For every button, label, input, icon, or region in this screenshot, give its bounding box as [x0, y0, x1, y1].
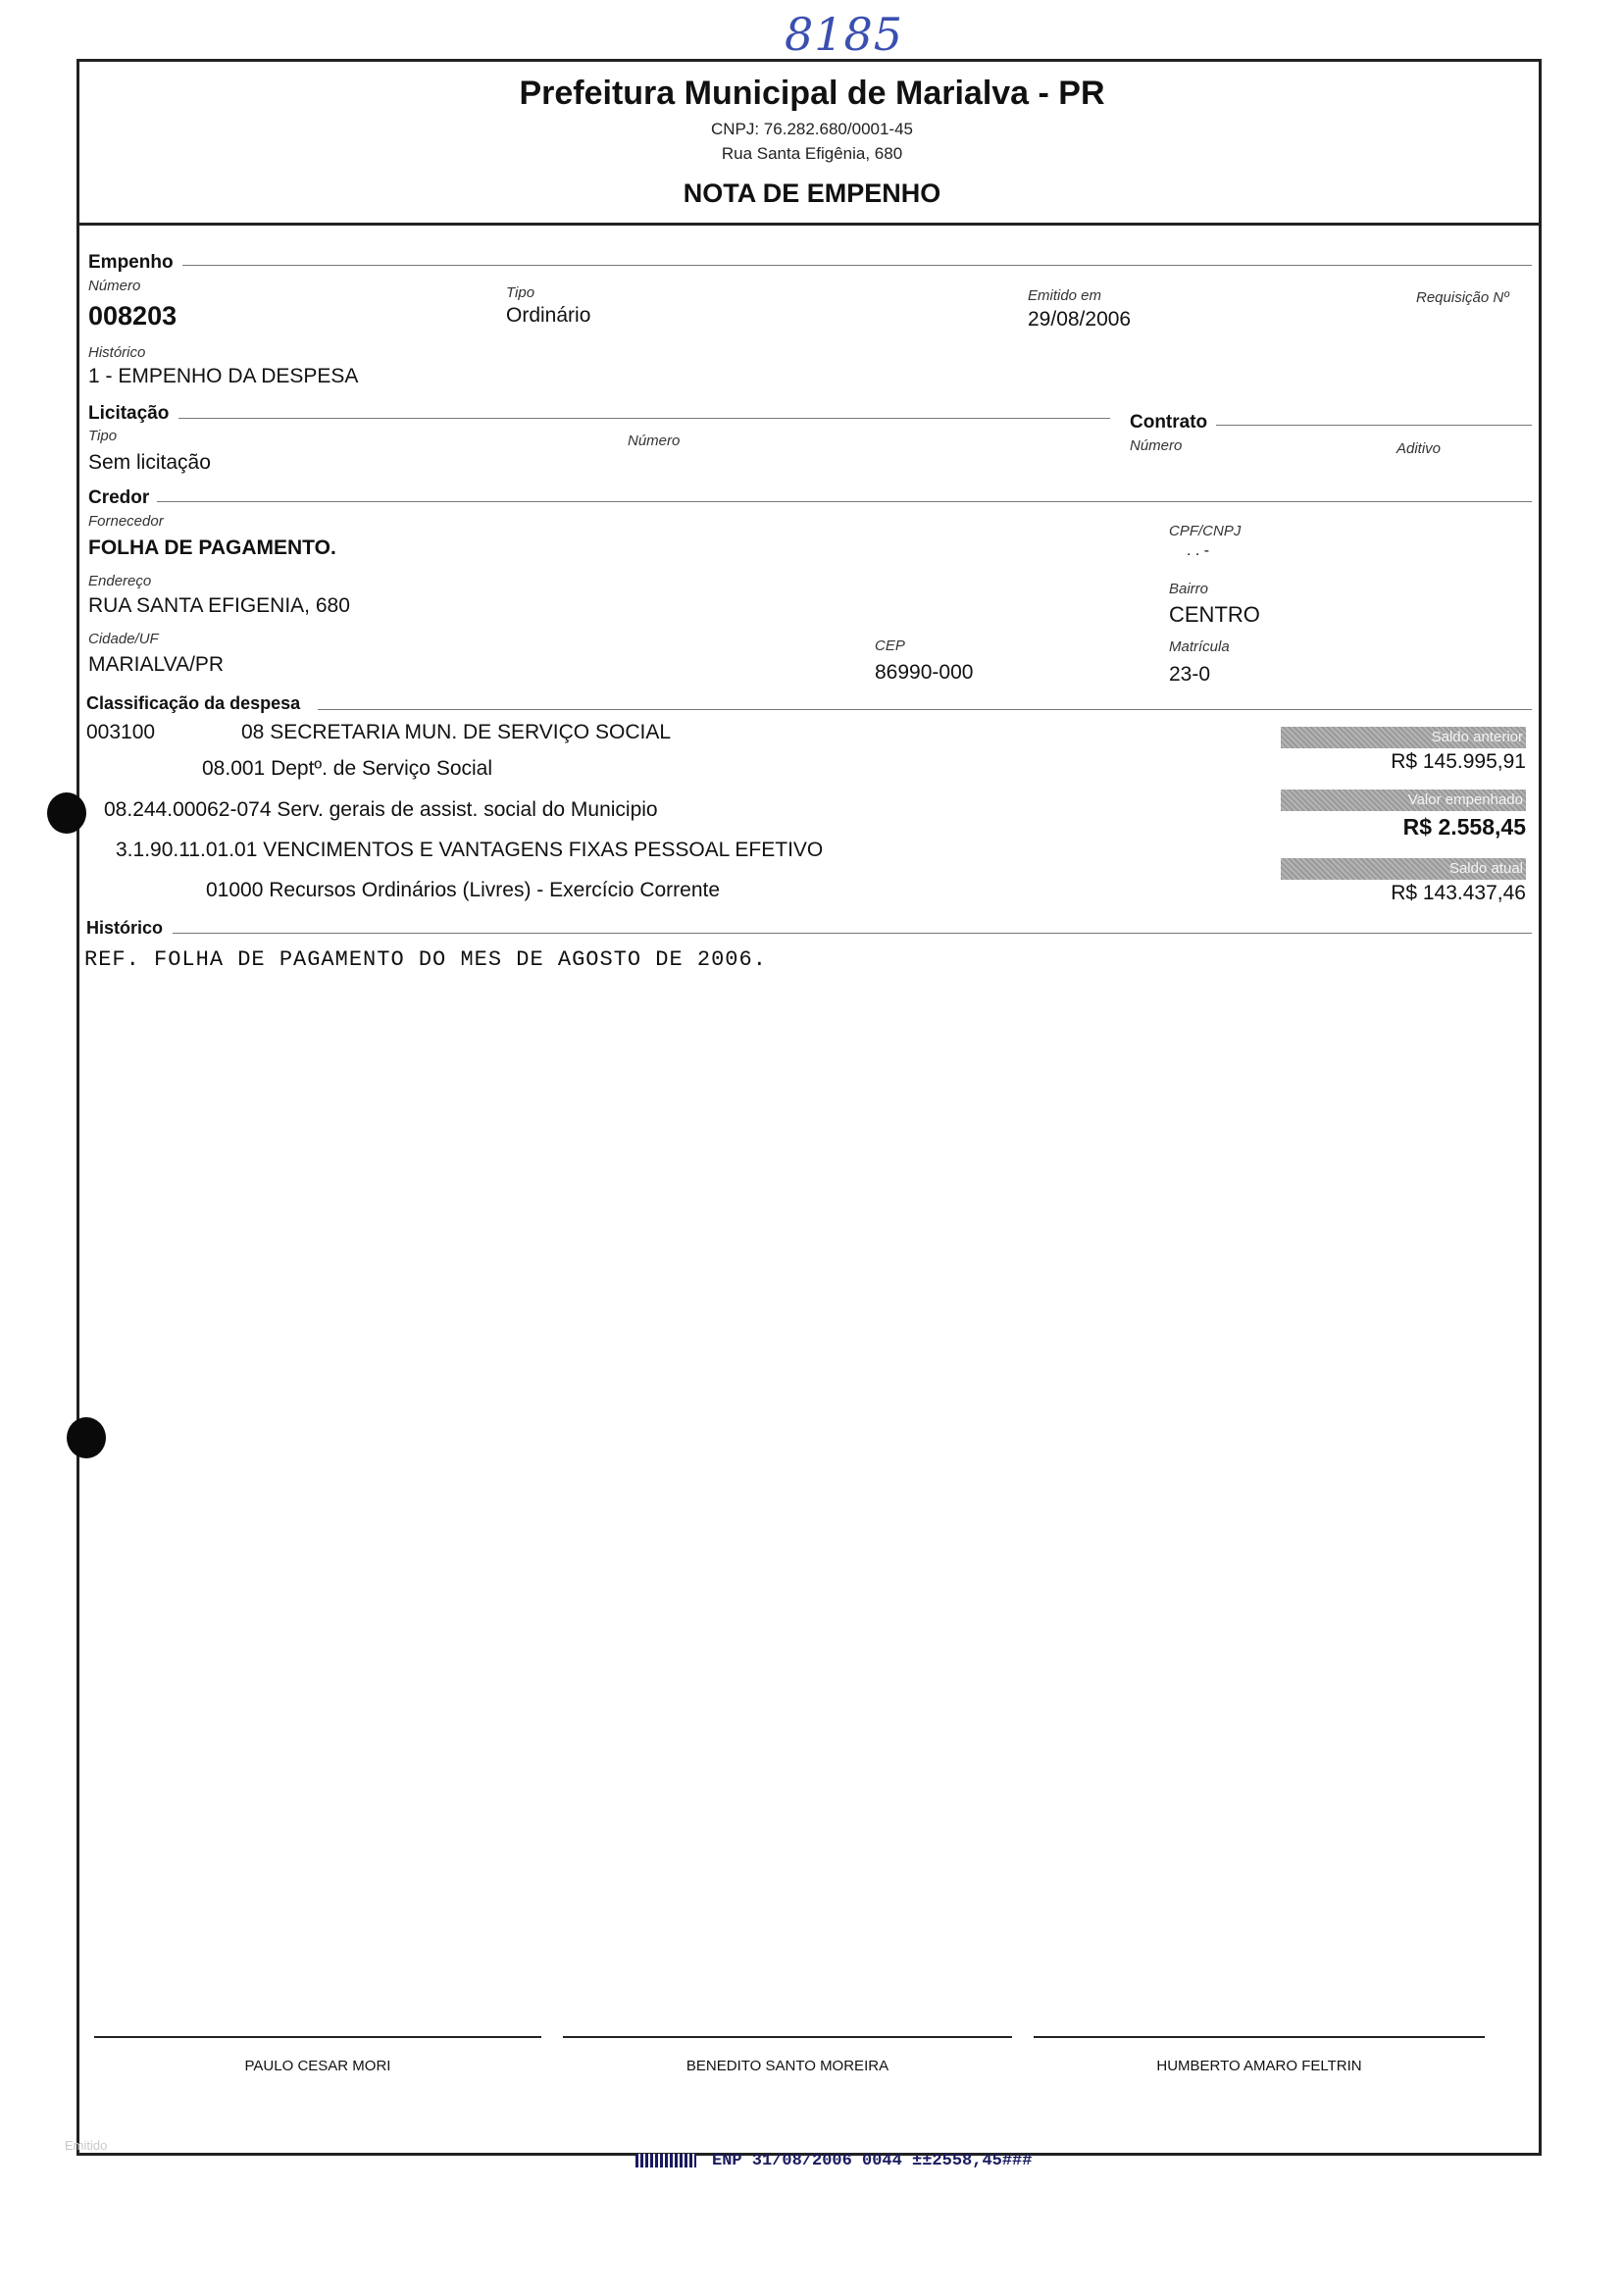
- saldo-atual-label: Saldo atual: [1281, 858, 1526, 880]
- contrato-numero-label: Número: [1130, 437, 1183, 454]
- section-historico: Histórico: [86, 918, 164, 938]
- contrato-aditivo-label: Aditivo: [1396, 440, 1442, 457]
- cpf-value: . . -: [1187, 542, 1210, 559]
- classificacao-funcional: 08.244.00062-074 Serv. gerais de assist. social do Municipio: [104, 798, 658, 821]
- section-rule: [178, 418, 1110, 419]
- cep-label: CEP: [875, 637, 905, 654]
- matricula-label: Matrícula: [1169, 638, 1230, 655]
- document-title: NOTA DE EMPENHO: [683, 178, 941, 208]
- bank-stamp: [635, 2152, 1032, 2170]
- classificacao-natureza: 3.1.90.11.01.01 VENCIMENTOS E VANTAGENS FIXAS PESSOAL EFETIVO: [116, 839, 824, 861]
- signature-name-1: PAULO CESAR MORI: [244, 2058, 391, 2074]
- fornecedor: FOLHA DE PAGAMENTO.: [88, 536, 336, 559]
- endereco-label: Endereço: [88, 573, 152, 589]
- empenho-numero-label: Número: [88, 278, 141, 294]
- signature-line: [94, 2036, 541, 2038]
- empenho-tipo: Ordinário: [506, 304, 591, 327]
- historico-text: REF. FOLHA DE PAGAMENTO DO MES DE AGOSTO DE 2006.: [84, 947, 767, 972]
- faint-footer-text: Emitido: [65, 2138, 108, 2153]
- requisicao-label: Requisição Nº: [1416, 289, 1509, 306]
- section-empenho: Empenho: [88, 252, 174, 273]
- fornecedor-label: Fornecedor: [88, 513, 164, 530]
- empenho-emitido-label: Emitido em: [1028, 287, 1102, 304]
- cep: 86990-000: [875, 661, 974, 684]
- stamp-barcode: [635, 2154, 696, 2167]
- saldo-anterior-label: Saldo anterior: [1281, 727, 1526, 748]
- punch-hole: [47, 792, 86, 834]
- bairro: CENTRO: [1169, 602, 1260, 627]
- section-rule: [318, 709, 1532, 710]
- cidade-label: Cidade/UF: [88, 631, 159, 647]
- endereco: RUA SANTA EFIGENIA, 680: [88, 594, 350, 617]
- classificacao-departamento: 08.001 Deptº. de Serviço Social: [202, 757, 493, 780]
- header-divider: [76, 223, 1542, 226]
- valor-empenhado: R$ 2.558,45: [1402, 814, 1526, 840]
- classificacao-code: 003100: [86, 721, 156, 743]
- org-name: Prefeitura Municipal de Marialva - PR: [519, 75, 1105, 112]
- bairro-label: Bairro: [1169, 581, 1209, 597]
- licitacao-tipo: Sem licitação: [88, 451, 211, 474]
- section-rule: [173, 933, 1532, 934]
- empenho-numero: 008203: [88, 301, 178, 331]
- handwritten-page-number: 8185: [785, 8, 904, 61]
- org-cnpj: CNPJ: 76.282.680/0001-45: [710, 120, 914, 138]
- cidade: MARIALVA/PR: [88, 653, 225, 676]
- section-contrato: Contrato: [1130, 412, 1208, 433]
- licitacao-numero-label: Número: [628, 433, 681, 449]
- saldo-anterior: R$ 145.995,91: [1391, 750, 1526, 773]
- section-rule: [1216, 425, 1532, 426]
- signature-name-2: BENEDITO SANTO MOREIRA: [685, 2058, 889, 2074]
- matricula: 23-0: [1169, 663, 1211, 686]
- punch-hole: [67, 1417, 106, 1458]
- licitacao-tipo-label: Tipo: [88, 428, 118, 444]
- empenho-historico: 1 - EMPENHO DA DESPESA: [88, 365, 359, 387]
- section-rule: [157, 501, 1532, 502]
- signature-line: [563, 2036, 1012, 2038]
- signature-line: [1034, 2036, 1485, 2038]
- stamp-text: ENP 31/08/2006 0044 ±±2558,45###: [712, 2152, 1033, 2170]
- signature-name-3: HUMBERTO AMARO FELTRIN: [1156, 2058, 1362, 2074]
- section-classificacao: Classificação da despesa: [86, 693, 301, 713]
- org-address: Rua Santa Efigênia, 680: [721, 144, 903, 163]
- classificacao-recurso: 01000 Recursos Ordinários (Livres) - Exercício Corrente: [206, 879, 721, 901]
- cpf-label: CPF/CNPJ: [1169, 523, 1242, 539]
- section-rule: [182, 265, 1532, 266]
- empenho-historico-label: Histórico: [88, 344, 146, 361]
- section-licitacao: Licitação: [88, 403, 170, 424]
- empenho-emitido: 29/08/2006: [1028, 308, 1132, 331]
- section-credor: Credor: [88, 487, 150, 508]
- empenho-tipo-label: Tipo: [506, 284, 535, 301]
- classificacao-secretaria: 08 SECRETARIA MUN. DE SERVIÇO SOCIAL: [241, 721, 672, 743]
- valor-empenhado-label: Valor empenhado: [1281, 790, 1526, 811]
- saldo-atual: R$ 143.437,46: [1391, 882, 1526, 904]
